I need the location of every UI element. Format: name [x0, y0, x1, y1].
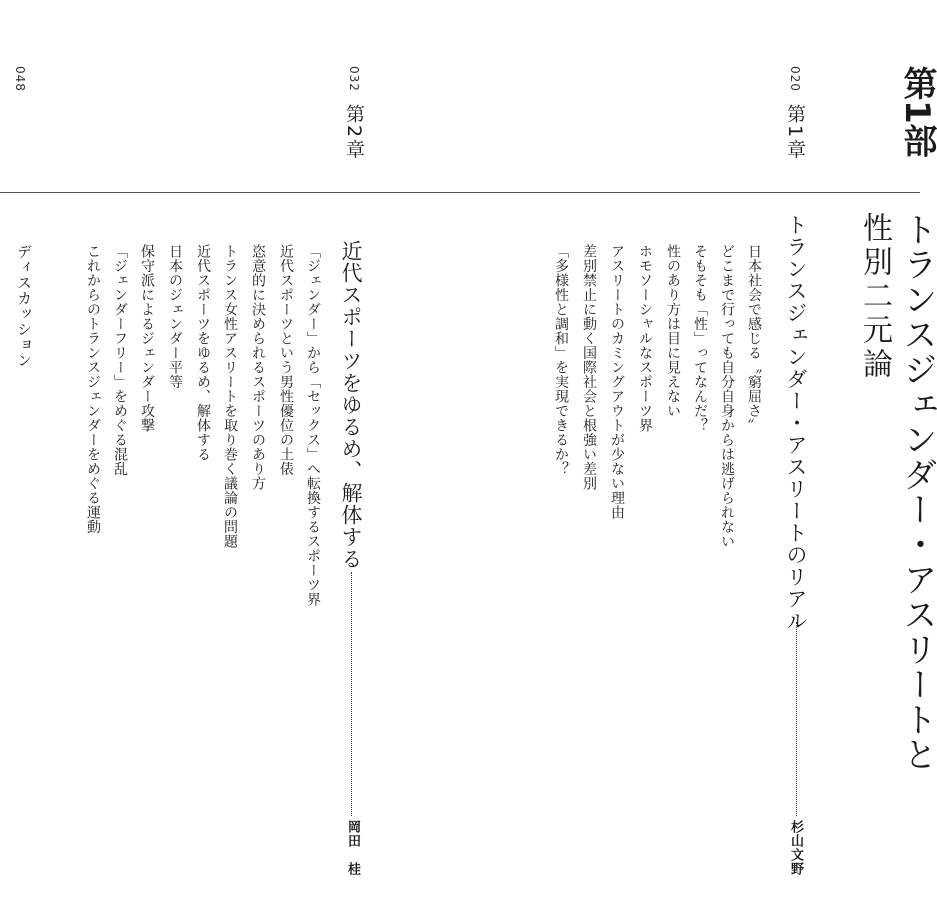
page-number-048: 048	[13, 66, 27, 92]
chapter1-author: 杉山文野	[788, 820, 803, 876]
chapter1-title: トランスジェンダー・アスリートのリアル	[784, 214, 808, 632]
chapter2-leader-dots	[351, 572, 352, 816]
chapter2-item-7: 保守派によるジェンダー攻撃	[139, 244, 155, 433]
part-title: トランスジェンダー・アスリートと	[897, 212, 937, 772]
chapter2-item-9: これからのトランスジェンダーをめぐる運動	[85, 244, 101, 534]
chapter1-item-2: どこまで行っても自分自身からは逃げられない	[719, 244, 735, 549]
section-title: 性別二元論	[857, 212, 892, 382]
chapter1-item-4: 性のあり方は目に見えない	[665, 244, 681, 418]
chapter1-item-5: ホモソーシャルなスポーツ界	[637, 244, 653, 433]
chapter1-item-1: 日本社会で感じる〝窮屈さ〟	[746, 244, 762, 433]
chapter1-item-8: 「多様性と調和」を実現できるか？	[553, 244, 569, 476]
part-label: 第1部	[897, 66, 937, 158]
header-rule	[0, 192, 920, 193]
chapter2-item-1: 「ジェンダー」から「セックス」へ転換するスポーツ界	[305, 244, 321, 607]
chapter1-item-3: そもそも「性」ってなんだ？	[692, 244, 708, 433]
chapter2-item-4: トランス女性アスリートを取り巻く議論の問題	[222, 244, 238, 549]
chapter2-author: 岡田 桂	[345, 820, 360, 876]
chapter1-label: 第1章	[784, 104, 806, 161]
chapter2-item-3: 恣意的に決められるスポーツのあり方	[250, 244, 266, 491]
chapter1-leader-dots	[796, 622, 797, 816]
chapter1-item-7: 差別禁止に動く国際社会と根強い差別	[581, 244, 597, 491]
page-number-020: 020	[788, 66, 802, 92]
chapter2-item-5: 近代スポーツをゆるめ、解体する	[195, 244, 211, 462]
discussion-label: ディスカッション	[15, 244, 33, 368]
page-number-032: 032	[347, 66, 361, 92]
chapter2-item-6: 日本のジェンダー平等	[167, 244, 183, 389]
chapter2-item-2: 近代スポーツという男性優位の土俵	[278, 244, 294, 476]
chapter2-label: 第2章	[343, 104, 365, 161]
chapter2-title: 近代スポーツをゆるめ、解体する	[339, 240, 363, 570]
chapter1-item-6: アスリートのカミングアウトが少ない理由	[609, 244, 625, 520]
chapter2-item-8: 「ジェンダーフリー」をめぐる混乱	[112, 244, 128, 476]
